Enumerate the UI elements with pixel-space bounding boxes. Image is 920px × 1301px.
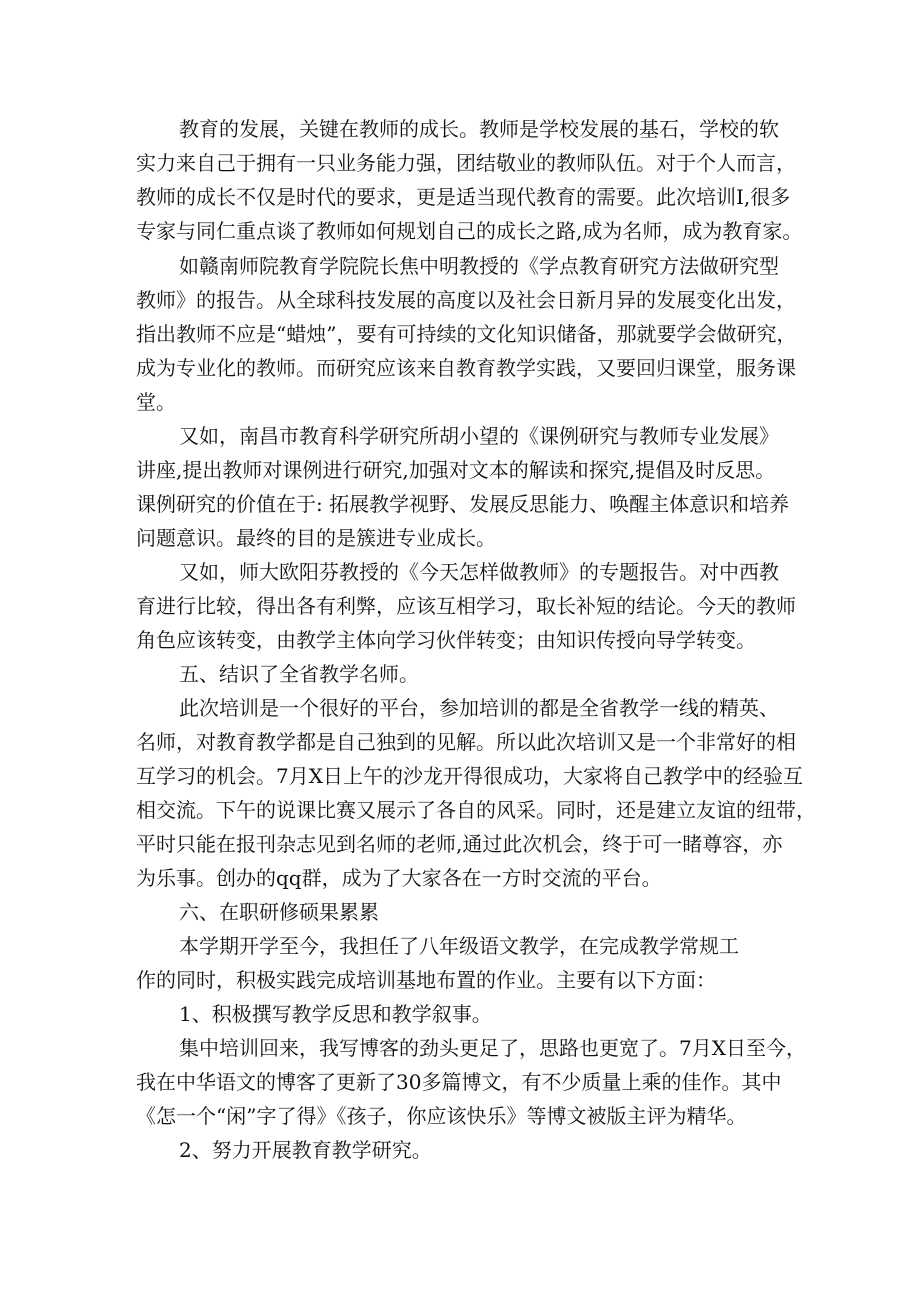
text-line: 平时只能在报刊杂志见到名师的老师,通过此次机会，终于可一睹尊容，亦 <box>136 832 783 856</box>
text-line: 集中培训回来，我写博客的劲头更足了，思路也更宽了。7月X日至今， <box>179 1036 806 1060</box>
text-line: 问题意识。最终的目的是簇进专业成长。 <box>136 526 496 550</box>
text-line: 教师的成长不仅是时代的要求，更是适当现代教育的需要。此次培训I,很多 <box>136 185 791 209</box>
text-line: 指出教师不应是“蜡烛”，要有可持续的文化知识储备，那就要学会做研究， <box>136 322 797 346</box>
text-line: 教师》的报告。从全球科技发展的高度以及社会日新月异的发展变化出发， <box>136 288 796 312</box>
section-heading: 六、在职研修硕果累累 <box>179 900 379 924</box>
text-line: 互学习的机会。7月X日上午的沙龙开得很成功，大家将自己教学中的经验互 <box>136 764 803 788</box>
text-line: 如赣南师院教育学院院长焦中明教授的《学点教育研究方法做研究型 <box>179 254 779 278</box>
section-heading: 五、结识了全省教学名师。 <box>179 662 419 686</box>
text-line: 本学期开学至今，我担任了八年级语文教学，在完成教学常规工 <box>179 934 739 958</box>
text-line: 专家与同仁重点谈了教师如何规划自己的成长之路,成为名师，成为教育家。 <box>136 219 803 243</box>
text-line: 为乐事。创办的qq群，成为了大家各在一方时交流的平台。 <box>136 866 662 890</box>
text-line: 课例研究的价值在于: 拓展教学视野、发展反思能力、唤醒主体意识和培养 <box>136 492 790 516</box>
text-line: 实力来自己于拥有一只业务能力强，团结敬业的教师队伍。对于个人而言， <box>136 151 796 175</box>
text-line: 《怎一个“闲”字了得》《孩子，你应该快乐》等博文被版主评为精华。 <box>136 1104 747 1128</box>
subsection-heading: 2、努力开展教育教学研究。 <box>179 1138 432 1162</box>
text-line: 角色应该转变，由教学主体向学习伙伴转变；由知识传授向导学转变。 <box>136 628 756 652</box>
text-line: 教育的发展，关键在教师的成长。教师是学校发展的基石，学校的软 <box>179 117 779 141</box>
text-line: 堂。 <box>136 390 176 414</box>
text-line: 作的同时，积极实践完成培训基地布置的作业。主要有以下方面： <box>136 968 716 992</box>
text-line: 又如，师大欧阳芬教授的《今天怎样做教师》的专题报告。对中西教 <box>179 560 779 584</box>
text-line: 育进行比较，得出各有利弊，应该互相学习，取长补短的结论。今天的教师 <box>136 594 796 618</box>
text-line: 此次培训是一个很好的平台，参加培训的都是全省教学一线的精英、 <box>179 696 779 720</box>
text-line: 名师，对教育教学都是自己独到的见解。所以此次培训又是一个非常好的相 <box>136 730 796 754</box>
text-line: 讲座,提出教师对课例进行研究,加强对文本的解读和探究,提倡及时反思。 <box>136 458 776 482</box>
text-line: 相交流。下午的说课比赛又展示了各自的风采。同时，还是建立友谊的纽带， <box>136 798 816 822</box>
subsection-heading: 1、积极撰写教学反思和教学叙事。 <box>179 1002 492 1026</box>
text-line: 我在中华语文的博客了更新了30多篇博文，有不少质量上乘的佳作。其中 <box>136 1070 782 1094</box>
text-line: 成为专业化的教师。而研究应该来自教育教学实践，又要回归课堂，服务课 <box>136 356 796 380</box>
text-line: 又如，南昌市教育科学研究所胡小望的《课例研究与教师专业发展》 <box>179 424 779 448</box>
